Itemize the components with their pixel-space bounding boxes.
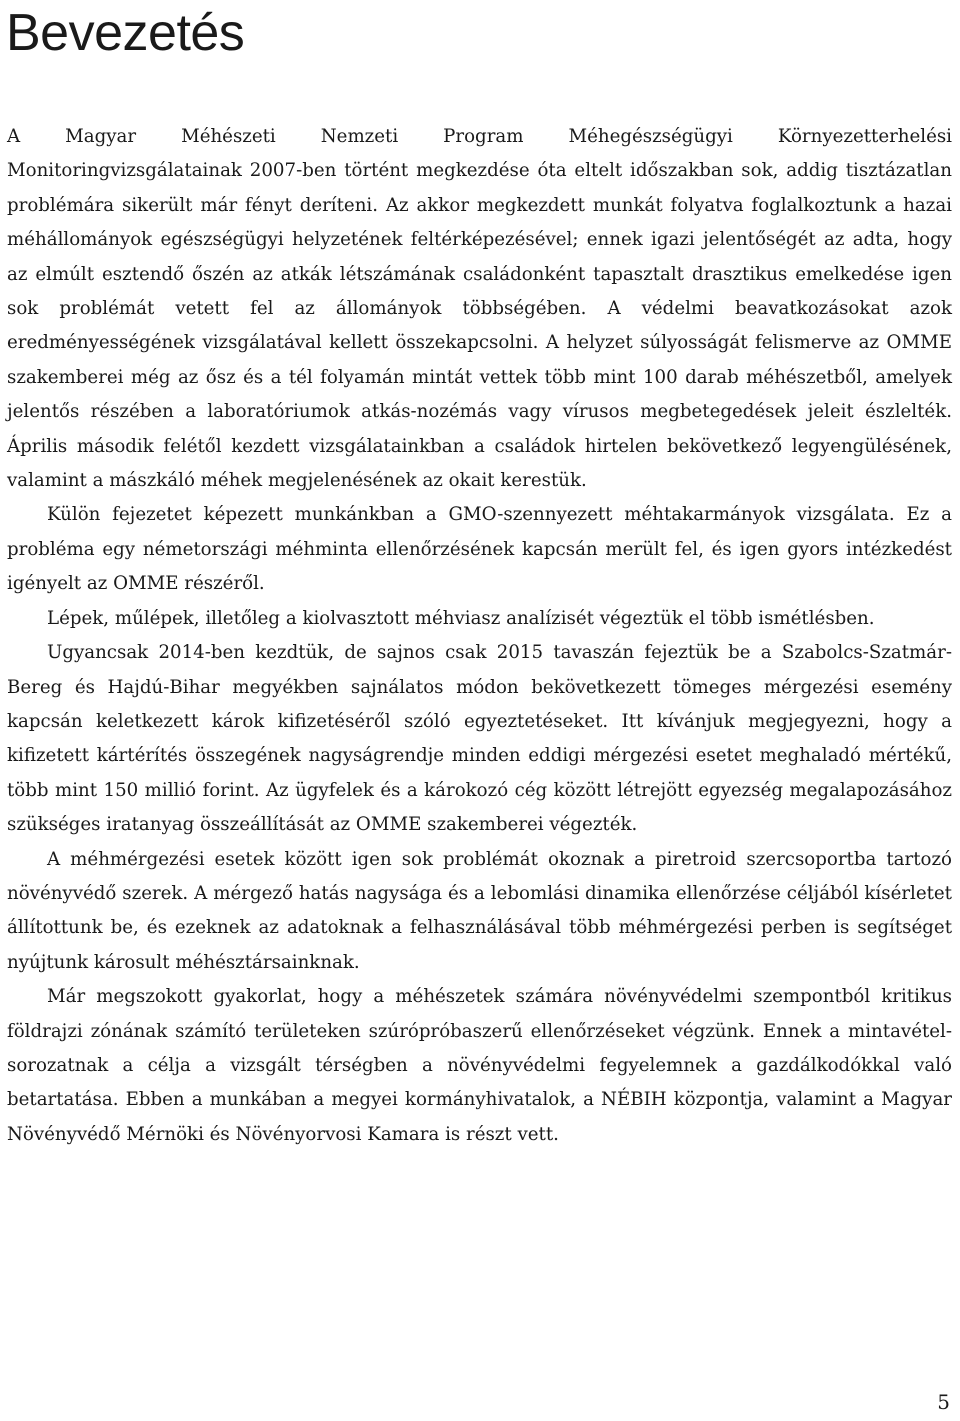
page-number: 5: [937, 1390, 950, 1414]
paragraph-6: Már megszokott gyakorlat, hogy a méhészetek számára növényvédelmi szempontból kritikus földrajzi zónának számító területeken szúrópróbaszerű ellenőrzéseket végzünk. Ennek a mintavétel-sorozatnak a célja a vizsgált térségben a növényvédelmi fegyelemnek a gazdálkodókkal való betartatása. Ebben a munkában a megyei kormányhivatalok, a NÉBIH központja, valamint a Magyar Növényvédő Mérnöki és Növényorvosi Kamara is részt vett.: [7, 986, 952, 1145]
body-text: [7, 120, 952, 1152]
page-title: Bevezetés: [6, 4, 245, 62]
paragraph-3: Lépek, műlépek, illetőleg a kiolvasztott méhviasz analízisét végeztük el több ismétlésben.: [47, 607, 875, 629]
paragraph-1: A Magyar Méhészeti Nemzeti Program Méhegészségügyi Környezetterhelési Monitoringvizsgálatainak 2007-ben történt megkezdése óta eltelt időszakban sok, addig tisztázatlan problémára sikerült már fényt deríteni. Az akkor megkezdett munkát folyatva foglalkoztunk a hazai méhállományok egészségügyi helyzetének feltérképezésével; ennek igazi jelentőségét az adta, hogy az elmúlt esztendő őszén az atkák létszámának családonként tapasztalt drasztikus emelkedése igen sok problémát vetett fel az állományok többségében. A védelmi beavatkozásokat azok eredményességének vizsgálatával kellett összekapcsolni. A helyzet súlyosságát felismerve az OMME szakemberei még az ősz és a tél folyamán mintát vettek több mint 100 darab méhészetből, amelyek jelentős részében a laboratóriumok atkás-nozémás vagy vírusos megbetegedések jeleit észlelték. Április második felétől kezdett vizsgálatainkban a családok hirtelen bekövetkező legyengülésének, valamint a mászkáló méhek megjelenésének az okait kerestük.: [7, 126, 952, 492]
paragraph-5: A méhmérgezési esetek között igen sok problémát okoznak a piretroid szercsoportba tartozó növényvédő szerek. A mérgező hatás nagysága és a lebomlási dinamika ellenőrzése céljából kísérletet állítottunk be, és ezeknek az adatoknak a felhasználásával több méhmérgezési perben is segítséget nyújtunk károsult méhésztársainknak.: [7, 848, 952, 973]
paragraph-4: Ugyancsak 2014-ben kezdtük, de sajnos csak 2015 tavaszán fejeztük be a Szabolcs-Szatmár-Bereg és Hajdú-Bihar megyékben sajnálatos módon bekövetkezett tömeges mérgezési esemény kapcsán keletkezett károk kifizetéséről szóló egyeztetéseket. Itt kívánjuk megjegyezni, hogy a kifizetett kártérítés összegének nagyságrendje minden eddigi mérgezési esetet meghaladó mértékű, több mint 150 millió forint. Az ügyfelek és a károkozó cég között létrejött egyezség megalapozásához szükséges iratanyag összeállítását az OMME szakemberei végezték.: [7, 642, 952, 836]
paragraph-2: Külön fejezetet képezett munkánkban a GMO-szennyezett méhtakarmányok vizsgálata. Ez a probléma egy németországi méhminta ellenőrzésének kapcsán merült fel, és igen gyors intézkedést igényelt az OMME részéről.: [7, 504, 952, 595]
